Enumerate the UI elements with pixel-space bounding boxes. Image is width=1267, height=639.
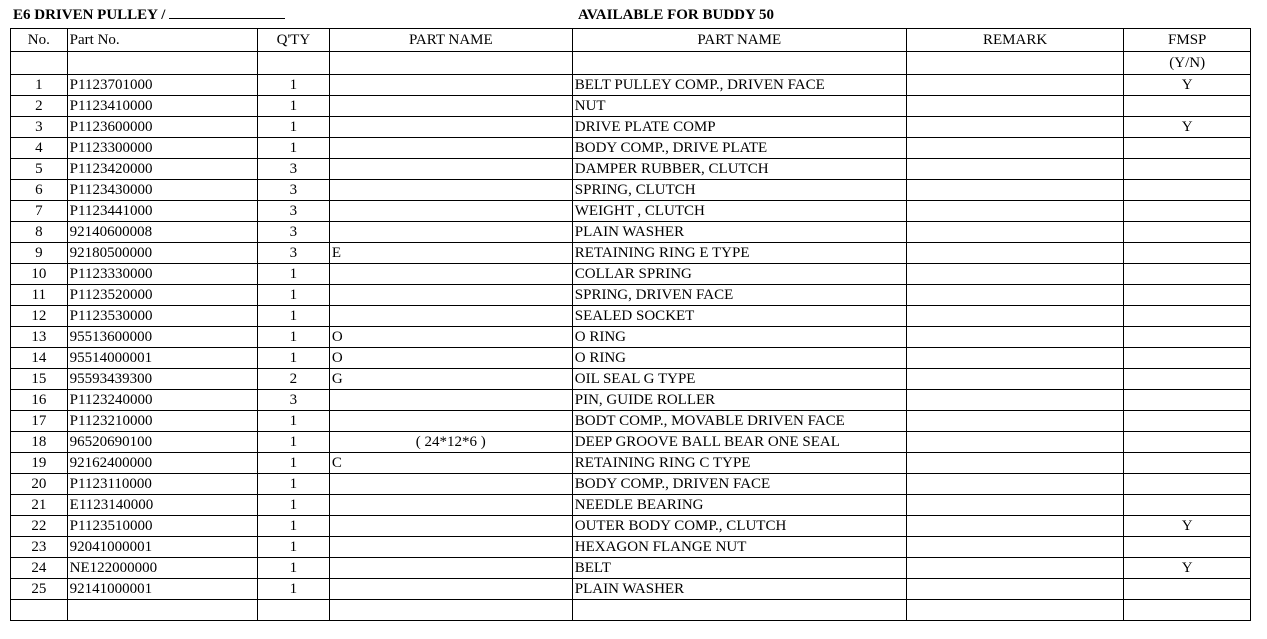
table-row <box>11 285 1251 306</box>
cell-fmsp <box>1124 348 1251 369</box>
cell-fmsp <box>1124 96 1251 117</box>
cell-part-no: E1123140000 <box>67 495 257 516</box>
cell-fmsp <box>1124 495 1251 516</box>
empty-cell <box>1124 600 1251 621</box>
cell-remark <box>906 159 1124 180</box>
cell-no: 2 <box>11 96 68 117</box>
table-row <box>11 201 1251 222</box>
header-remark: REMARK <box>906 29 1124 52</box>
cell-part-name-local: O <box>329 327 572 348</box>
cell-remark <box>906 495 1124 516</box>
table-row <box>11 180 1251 201</box>
empty-cell <box>67 600 257 621</box>
cell-no: 14 <box>11 348 68 369</box>
cell-fmsp <box>1124 285 1251 306</box>
table-row <box>11 474 1251 495</box>
cell-part-name: NUT <box>572 96 906 117</box>
cell-part-name: PLAIN WASHER <box>572 579 906 600</box>
cell-part-no: P1123520000 <box>67 285 257 306</box>
cell-remark <box>906 75 1124 96</box>
cell-no: 25 <box>11 579 68 600</box>
cell-part-no: P1123420000 <box>67 159 257 180</box>
subheader-cell <box>572 52 906 75</box>
cell-part-name: PLAIN WASHER <box>572 222 906 243</box>
cell-no: 17 <box>11 411 68 432</box>
table-row <box>11 327 1251 348</box>
cell-fmsp <box>1124 264 1251 285</box>
cell-part-name-local <box>329 474 572 495</box>
cell-fmsp <box>1124 537 1251 558</box>
cell-part-no: 92180500000 <box>67 243 257 264</box>
cell-part-name-local <box>329 285 572 306</box>
cell-qty: 2 <box>257 369 329 390</box>
cell-remark <box>906 348 1124 369</box>
cell-qty: 1 <box>257 117 329 138</box>
cell-part-name-local: O <box>329 348 572 369</box>
table-row <box>11 558 1251 579</box>
cell-part-name-local <box>329 201 572 222</box>
cell-part-name-local <box>329 390 572 411</box>
table-header-row <box>11 29 1251 52</box>
cell-fmsp <box>1124 390 1251 411</box>
cell-no: 19 <box>11 453 68 474</box>
cell-qty: 1 <box>257 96 329 117</box>
cell-no: 1 <box>11 75 68 96</box>
cell-no: 24 <box>11 558 68 579</box>
cell-part-name-local: C <box>329 453 572 474</box>
cell-part-no: P1123300000 <box>67 138 257 159</box>
cell-qty: 1 <box>257 138 329 159</box>
document-title-area <box>13 5 285 24</box>
cell-qty: 1 <box>257 516 329 537</box>
cell-part-no: 95514000001 <box>67 348 257 369</box>
cell-fmsp <box>1124 306 1251 327</box>
cell-part-name: DAMPER RUBBER, CLUTCH <box>572 159 906 180</box>
cell-qty: 1 <box>257 579 329 600</box>
cell-part-name: SPRING, DRIVEN FACE <box>572 285 906 306</box>
cell-qty: 3 <box>257 201 329 222</box>
cell-part-name-local <box>329 516 572 537</box>
cell-remark <box>906 453 1124 474</box>
table-row <box>11 390 1251 411</box>
table-row <box>11 264 1251 285</box>
subheader-cell <box>906 52 1124 75</box>
cell-part-name: BODY COMP., DRIVE PLATE <box>572 138 906 159</box>
cell-part-no: P1123441000 <box>67 201 257 222</box>
subheader-cell <box>257 52 329 75</box>
table-body <box>11 75 1251 621</box>
cell-part-no: 95513600000 <box>67 327 257 348</box>
cell-part-name-local <box>329 558 572 579</box>
cell-remark <box>906 243 1124 264</box>
cell-part-name: RETAINING RING C TYPE <box>572 453 906 474</box>
cell-qty: 1 <box>257 264 329 285</box>
cell-remark <box>906 327 1124 348</box>
table-row <box>11 453 1251 474</box>
cell-remark <box>906 537 1124 558</box>
cell-remark <box>906 264 1124 285</box>
table-row <box>11 537 1251 558</box>
empty-cell <box>572 600 906 621</box>
cell-part-name-local <box>329 96 572 117</box>
cell-qty: 1 <box>257 432 329 453</box>
cell-part-name: RETAINING RING E TYPE <box>572 243 906 264</box>
cell-part-no: 92141000001 <box>67 579 257 600</box>
cell-fmsp: Y <box>1124 117 1251 138</box>
cell-part-no: P1123530000 <box>67 306 257 327</box>
cell-part-name-local <box>329 159 572 180</box>
availability-note: AVAILABLE FOR BUDDY 50 <box>578 7 775 23</box>
cell-remark <box>906 201 1124 222</box>
table-row <box>11 579 1251 600</box>
cell-part-name-local <box>329 138 572 159</box>
cell-part-no: P1123600000 <box>67 117 257 138</box>
table-row <box>11 369 1251 390</box>
cell-no: 23 <box>11 537 68 558</box>
cell-no: 9 <box>11 243 68 264</box>
subheader-cell <box>329 52 572 75</box>
cell-part-name: PIN, GUIDE ROLLER <box>572 390 906 411</box>
subheader-cell <box>11 52 68 75</box>
cell-fmsp <box>1124 159 1251 180</box>
title-blank-line <box>169 5 285 19</box>
cell-fmsp <box>1124 432 1251 453</box>
cell-part-name: OUTER BODY COMP., CLUTCH <box>572 516 906 537</box>
cell-qty: 1 <box>257 537 329 558</box>
cell-qty: 3 <box>257 243 329 264</box>
cell-fmsp <box>1124 474 1251 495</box>
cell-part-name: NEEDLE BEARING <box>572 495 906 516</box>
document-title: E6 DRIVEN PULLEY / <box>13 7 166 23</box>
empty-cell <box>906 600 1124 621</box>
cell-no: 22 <box>11 516 68 537</box>
cell-qty: 1 <box>257 75 329 96</box>
cell-no: 7 <box>11 201 68 222</box>
cell-fmsp <box>1124 243 1251 264</box>
cell-part-name-local <box>329 537 572 558</box>
cell-part-name: O RING <box>572 327 906 348</box>
cell-part-name: DEEP GROOVE BALL BEAR ONE SEAL <box>572 432 906 453</box>
cell-part-no: 92162400000 <box>67 453 257 474</box>
cell-part-no: 92140600008 <box>67 222 257 243</box>
header-part-name-local: PART NAME <box>329 29 572 52</box>
empty-cell <box>257 600 329 621</box>
cell-part-name: WEIGHT , CLUTCH <box>572 201 906 222</box>
cell-part-name: SEALED SOCKET <box>572 306 906 327</box>
cell-no: 3 <box>11 117 68 138</box>
cell-part-name: BELT PULLEY COMP., DRIVEN FACE <box>572 75 906 96</box>
table-row <box>11 306 1251 327</box>
parts-table <box>10 28 1251 621</box>
table-row <box>11 243 1251 264</box>
cell-no: 11 <box>11 285 68 306</box>
cell-part-name-local <box>329 117 572 138</box>
cell-fmsp: Y <box>1124 75 1251 96</box>
cell-part-no: P1123110000 <box>67 474 257 495</box>
cell-part-no: 95593439300 <box>67 369 257 390</box>
cell-remark <box>906 222 1124 243</box>
cell-qty: 1 <box>257 453 329 474</box>
cell-no: 13 <box>11 327 68 348</box>
cell-part-name-local: G <box>329 369 572 390</box>
cell-no: 16 <box>11 390 68 411</box>
header-part-name: PART NAME <box>572 29 906 52</box>
cell-remark <box>906 432 1124 453</box>
cell-fmsp: Y <box>1124 558 1251 579</box>
cell-part-no: P1123701000 <box>67 75 257 96</box>
cell-fmsp <box>1124 327 1251 348</box>
cell-qty: 1 <box>257 411 329 432</box>
cell-remark <box>906 558 1124 579</box>
cell-part-name-local <box>329 180 572 201</box>
cell-fmsp <box>1124 579 1251 600</box>
cell-remark <box>906 180 1124 201</box>
table-row <box>11 432 1251 453</box>
cell-no: 12 <box>11 306 68 327</box>
cell-no: 20 <box>11 474 68 495</box>
cell-fmsp <box>1124 201 1251 222</box>
cell-remark <box>906 96 1124 117</box>
cell-part-no: NE122000000 <box>67 558 257 579</box>
cell-remark <box>906 306 1124 327</box>
cell-remark <box>906 117 1124 138</box>
cell-part-name: O RING <box>572 348 906 369</box>
header-part-no: Part No. <box>67 29 257 52</box>
cell-qty: 3 <box>257 159 329 180</box>
cell-part-no: P1123510000 <box>67 516 257 537</box>
cell-qty: 3 <box>257 222 329 243</box>
cell-qty: 1 <box>257 558 329 579</box>
header-qty: Q'TY <box>257 29 329 52</box>
empty-cell <box>11 600 68 621</box>
cell-no: 21 <box>11 495 68 516</box>
cell-qty: 1 <box>257 495 329 516</box>
cell-part-name-local <box>329 306 572 327</box>
empty-cell <box>329 600 572 621</box>
cell-part-name: COLLAR SPRING <box>572 264 906 285</box>
cell-qty: 1 <box>257 348 329 369</box>
cell-part-name-local <box>329 411 572 432</box>
table-row <box>11 138 1251 159</box>
cell-part-name-local: E <box>329 243 572 264</box>
cell-part-name: BODT COMP., MOVABLE DRIVEN FACE <box>572 411 906 432</box>
subheader-cell <box>67 52 257 75</box>
cell-part-name-local: ( 24*12*6 ) <box>329 432 572 453</box>
cell-part-name: BODY COMP., DRIVEN FACE <box>572 474 906 495</box>
cell-part-no: P1123240000 <box>67 390 257 411</box>
cell-qty: 1 <box>257 285 329 306</box>
cell-part-no: P1123410000 <box>67 96 257 117</box>
cell-remark <box>906 474 1124 495</box>
cell-qty: 3 <box>257 390 329 411</box>
cell-no: 10 <box>11 264 68 285</box>
cell-fmsp <box>1124 222 1251 243</box>
cell-remark <box>906 390 1124 411</box>
cell-no: 6 <box>11 180 68 201</box>
cell-no: 4 <box>11 138 68 159</box>
cell-fmsp <box>1124 453 1251 474</box>
cell-remark <box>906 516 1124 537</box>
table-row <box>11 222 1251 243</box>
table-row <box>11 159 1251 180</box>
cell-part-name-local <box>329 579 572 600</box>
table-row <box>11 96 1251 117</box>
table-row <box>11 516 1251 537</box>
cell-remark <box>906 579 1124 600</box>
cell-fmsp <box>1124 411 1251 432</box>
cell-part-name: HEXAGON FLANGE NUT <box>572 537 906 558</box>
cell-no: 8 <box>11 222 68 243</box>
cell-part-no: 92041000001 <box>67 537 257 558</box>
cell-part-name-local <box>329 222 572 243</box>
cell-part-name: DRIVE PLATE COMP <box>572 117 906 138</box>
cell-qty: 3 <box>257 180 329 201</box>
cell-part-no: P1123330000 <box>67 264 257 285</box>
cell-part-no: 96520690100 <box>67 432 257 453</box>
cell-qty: 1 <box>257 306 329 327</box>
cell-part-name: OIL SEAL G TYPE <box>572 369 906 390</box>
cell-part-name-local <box>329 495 572 516</box>
table-row <box>11 495 1251 516</box>
cell-part-name-local <box>329 75 572 96</box>
cell-no: 15 <box>11 369 68 390</box>
cell-part-no: P1123430000 <box>67 180 257 201</box>
cell-fmsp: Y <box>1124 516 1251 537</box>
cell-remark <box>906 285 1124 306</box>
table-row <box>11 411 1251 432</box>
cell-qty: 1 <box>257 327 329 348</box>
cell-fmsp <box>1124 138 1251 159</box>
cell-part-name: SPRING, CLUTCH <box>572 180 906 201</box>
header-no: No. <box>11 29 68 52</box>
document-header <box>0 5 1267 27</box>
header-fmsp: FMSP <box>1124 29 1251 52</box>
cell-qty: 1 <box>257 474 329 495</box>
table-subheader-row <box>11 52 1251 75</box>
header-fmsp-yn: (Y/N) <box>1124 52 1251 75</box>
table-row-empty <box>11 600 1251 621</box>
cell-fmsp <box>1124 180 1251 201</box>
table-row <box>11 348 1251 369</box>
table-row <box>11 75 1251 96</box>
cell-part-no: P1123210000 <box>67 411 257 432</box>
cell-remark <box>906 411 1124 432</box>
cell-part-name-local <box>329 264 572 285</box>
cell-remark <box>906 138 1124 159</box>
cell-no: 5 <box>11 159 68 180</box>
cell-no: 18 <box>11 432 68 453</box>
cell-part-name: BELT <box>572 558 906 579</box>
cell-fmsp <box>1124 369 1251 390</box>
table-row <box>11 117 1251 138</box>
cell-remark <box>906 369 1124 390</box>
